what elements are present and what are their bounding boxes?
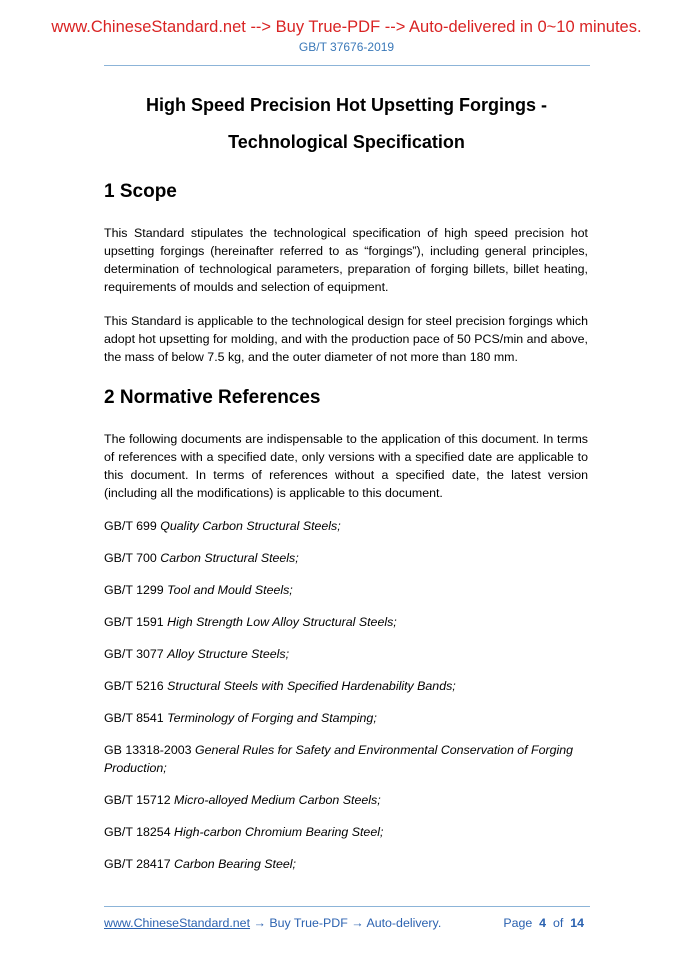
reference-item: GB/T 18254 High-carbon Chromium Bearing Steel; <box>104 825 384 839</box>
footer-buy-text: Buy True-PDF <box>269 916 348 930</box>
total-pages: 14 <box>570 916 584 930</box>
footer-site-link[interactable]: www.ChineseStandard.net <box>104 916 251 930</box>
scope-paragraph-1: This Standard stipulates the technological specification of high speed precision hot upsetting forgings (hereinafter referred to as “forgings”), including general principles, determination of technological parameters, preparation of forging billets, billet heating, requirements of moulds and selection of equipment. <box>104 226 588 294</box>
reference-item: GB/T 8541 Terminology of Forging and Stamping; <box>104 711 377 725</box>
reference-item: GB/T 700 Carbon Structural Steels; <box>104 551 299 565</box>
references-intro: The following documents are indispensable to the application of this document. In terms of references with a specified date, only versions with a specified date are applicable to this document. In terms of references without a specified date, the latest version (including all the modifications) is applicable to this document. <box>104 432 588 500</box>
reference-item: GB/T 3077 Alloy Structure Steels; <box>104 647 290 661</box>
footer-link[interactable] <box>104 916 441 930</box>
page-footer <box>104 916 590 930</box>
footer-delivery-text: Auto-delivery. <box>366 916 442 930</box>
footer-divider <box>104 906 590 907</box>
reference-item: GB/T 699 Quality Carbon Structural Steels; <box>104 519 341 533</box>
section-heading-normative-references: 2 Normative References <box>104 387 321 408</box>
document-title-line2: Technological Specification <box>228 132 465 152</box>
reference-item: GB/T 5216 Structural Steels with Specified Hardenability Bands; <box>104 679 456 693</box>
page-indicator: Page 4 of 14 <box>503 916 584 930</box>
standard-code: GB/T 37676-2019 <box>298 40 395 54</box>
current-page: 4 <box>539 916 547 930</box>
reference-item: GB/T 28417 Carbon Bearing Steel; <box>104 857 296 871</box>
scope-paragraph-2: This Standard is applicable to the technological design for steel precision forgings which adopt hot upsetting for molding, and with the production pace of 50 PCS/min and above, the mass of below 7.5 kg, and the outer diameter of not more than 180 mm. <box>104 314 588 364</box>
reference-item: GB/T 1591 High Strength Low Alloy Structural Steels; <box>104 615 397 629</box>
top-banner[interactable]: www.ChineseStandard.net --> Buy True-PDF --> Auto-delivered in 0~10 minutes. <box>51 18 642 36</box>
reference-item: GB/T 15712 Micro-alloyed Medium Carbon Steels; <box>104 793 381 807</box>
arrow-right-icon: → <box>253 916 266 930</box>
document-title-line1: High Speed Precision Hot Upsetting Forgings - <box>145 95 548 115</box>
section-heading-scope: 1 Scope <box>104 181 177 202</box>
reference-item: GB/T 1299 Tool and Mould Steels; <box>104 583 293 597</box>
header-divider <box>104 65 590 66</box>
reference-item: GB 13318-2003 General Rules for Safety and Environmental Conservation of Forging Production; <box>104 743 574 775</box>
arrow-right-icon: → <box>351 916 364 930</box>
